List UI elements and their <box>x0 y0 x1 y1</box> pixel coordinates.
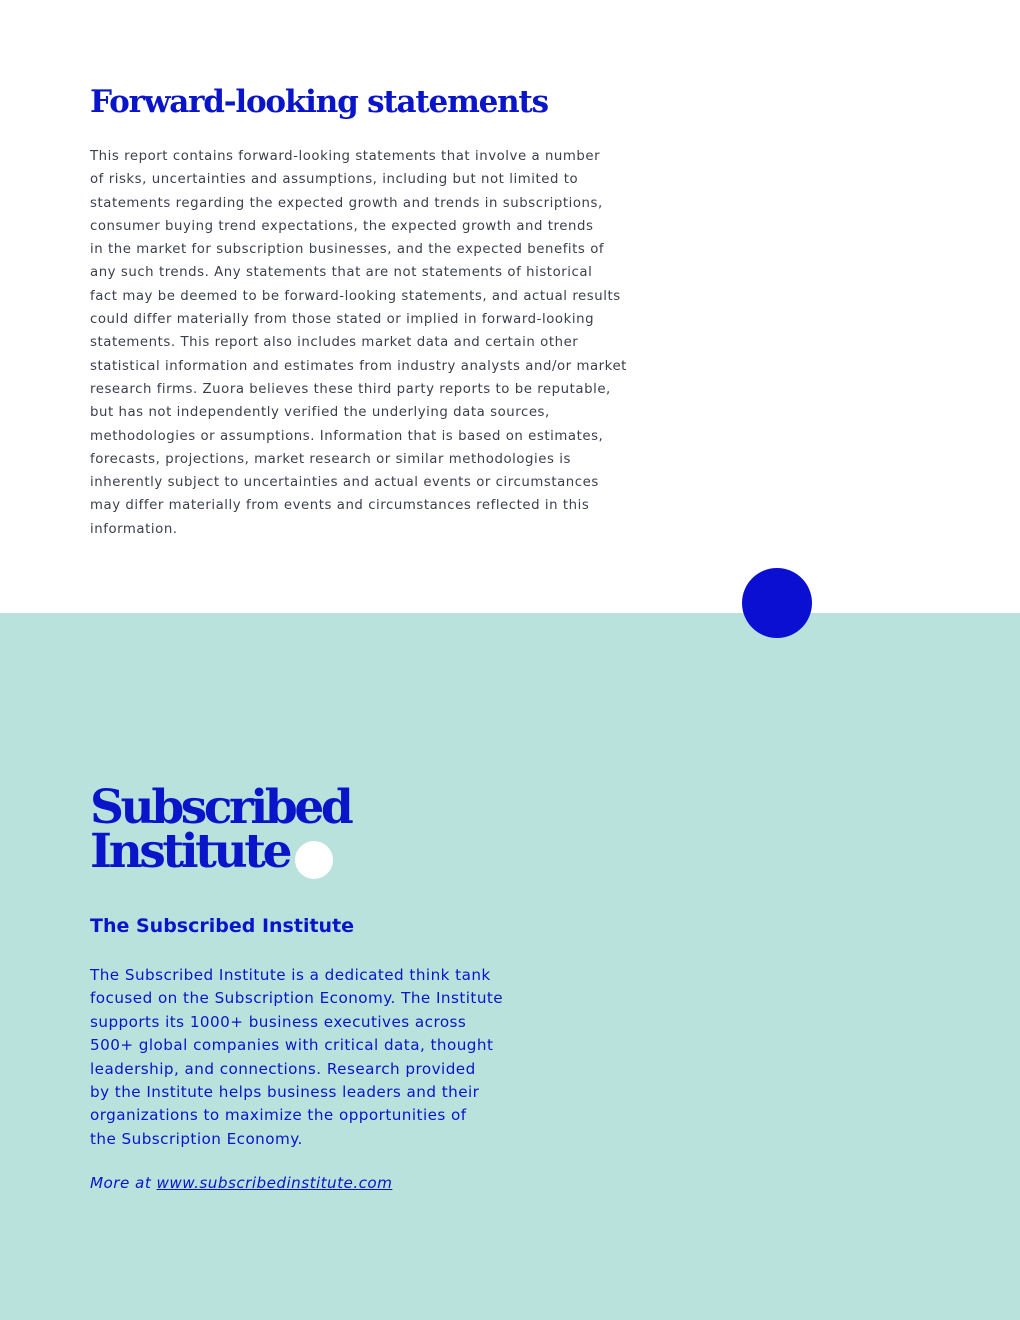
description-line: focused on the Subscription Economy. The Institute <box>90 989 504 1008</box>
paragraph-line: statistical information and estimates from industry analysts and/or market <box>90 358 627 374</box>
paragraph-line: research firms. Zuora believes these third party reports to be reputable, <box>90 381 611 397</box>
description-line: by the Institute helps business leaders and their <box>90 1083 480 1102</box>
logo-wordmark-line-2: Institute <box>90 824 290 879</box>
paragraph-line: forecasts, projections, market research or similar methodologies is <box>90 451 571 467</box>
paragraph-line: statements. This report also includes market data and certain other <box>90 335 579 351</box>
paragraph-line: may differ materially from events and circumstances reflected in this <box>90 498 590 514</box>
paragraph-line: This report contains forward-looking statements that involve a number <box>90 149 601 164</box>
paragraph-line: could differ materially from those stated or implied in forward-looking <box>90 312 595 328</box>
paragraph-line: inherently subject to uncertainties and actual events or circumstances <box>90 475 599 491</box>
page-title: Forward-looking statements <box>90 84 548 120</box>
description-line: 500+ global companies with critical data, thought <box>90 1036 494 1055</box>
paragraph-line: consumer buying trend expectations, the expected growth and trends <box>90 218 594 234</box>
paragraph-line: fact may be deemed to be forward-looking statements, and actual results <box>90 288 621 304</box>
forward-looking-paragraph <box>90 145 650 541</box>
paragraph-line: methodologies or assumptions. Information that is based on estimates, <box>90 428 604 444</box>
description-line: The Subscribed Institute is a dedicated think tank <box>90 966 491 984</box>
paragraph-line: any such trends. Any statements that are not statements of historical <box>90 265 593 281</box>
paragraph-line: statements regarding the expected growth and trends in subscriptions, <box>90 195 603 211</box>
logo-dot-icon <box>295 841 333 879</box>
paragraph-line: information. <box>90 521 178 537</box>
description-line: organizations to maximize the opportunities of <box>90 1106 467 1125</box>
description-line: leadership, and connections. Research provided <box>90 1059 476 1078</box>
paragraph-line: of risks, uncertainties and assumptions, including but not limited to <box>90 172 579 188</box>
description-line: supports its 1000+ business executives across <box>90 1012 467 1031</box>
more-info-prefix: More at <box>90 1174 157 1192</box>
more-info-line <box>90 1174 392 1192</box>
paragraph-line: but has not independently verified the underlying data sources, <box>90 405 550 421</box>
paragraph-line: in the market for subscription businesses, and the expected benefits of <box>90 242 605 258</box>
institute-description <box>90 964 610 1151</box>
website-link[interactable]: www.subscribedinstitute.com <box>156 1174 393 1192</box>
institute-title: The Subscribed Institute <box>90 915 355 937</box>
decorative-blue-circle <box>742 568 812 638</box>
description-line: the Subscription Economy. <box>90 1129 303 1148</box>
logo-wordmark-line-1: Subscribed <box>90 780 351 835</box>
